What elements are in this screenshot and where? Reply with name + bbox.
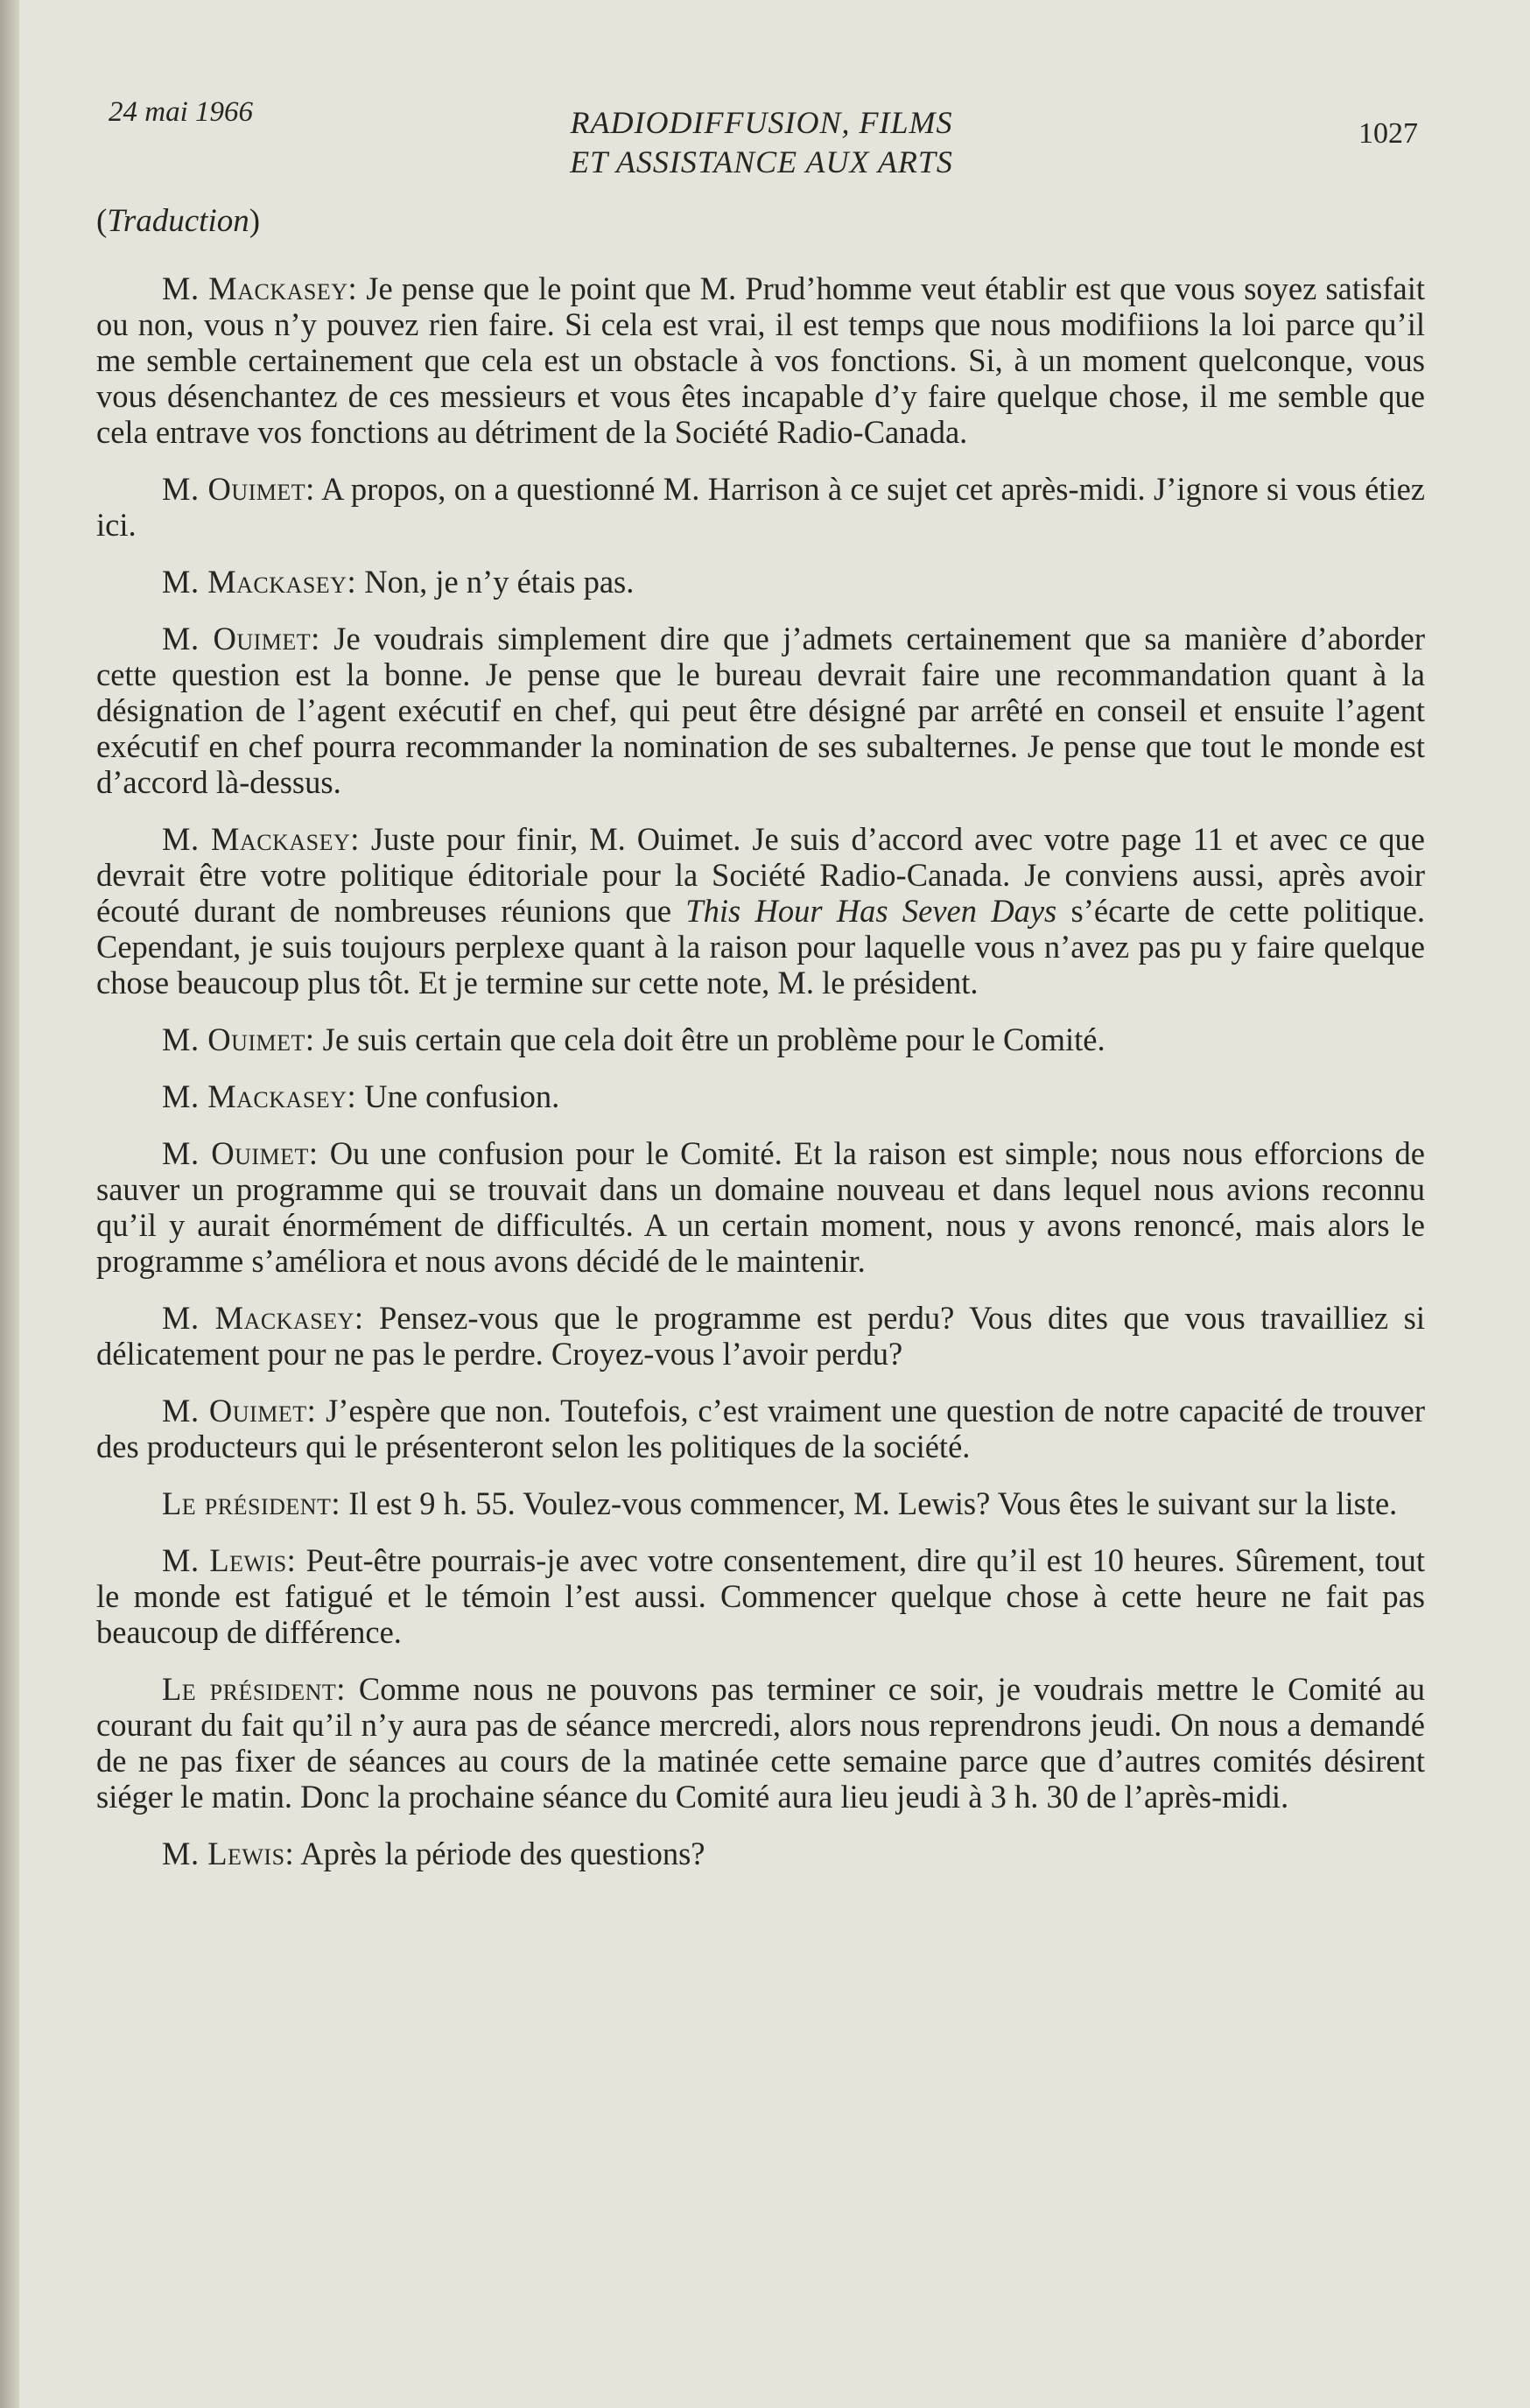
transcript-paragraph <box>96 1836 1425 1871</box>
speech-text: Je pense que le point que M. Prud’homme veut établir est que vous soyez satisfait ou non, vous n’y pouvez rien faire. Si cela est vrai, il est temps que nous modifiions la loi parce qu’il me semble certainement que cela est un obstacle à vos fonctions. Si, à un moment quelconque, vous vous désenchantez de ces messieurs et vous êtes incapable d’y faire quelque chose, il me semble que cela entrave vos fonctions au détriment de la Société Radio-Canada. <box>96 270 1426 450</box>
transcript-paragraph <box>96 471 1425 543</box>
speaker-name: M. Mackasey: <box>162 821 360 857</box>
speech-text: Il est 9 h. 55. Voulez-vous commencer, M. Lewis? Vous êtes le suivant sur la liste. <box>340 1485 1398 1521</box>
transcript-paragraph <box>96 1671 1425 1815</box>
transcript-paragraph <box>96 1485 1425 1521</box>
speech-text-continued: s’écarte de cette politique. Cependant, je suis toujours perplexe quant à la raison pour laquelle vous n’avez pas pu y faire quelque chose beaucoup plus tôt. Et je termine sur cette note, M. le président. <box>96 893 1425 1000</box>
speech-text: J’espère que non. Toutefois, c’est vraiment une question de notre capacité de trouver des producteurs qui le présenteront selon les politiques de la société. <box>96 1393 1426 1464</box>
speaker-name: Le président: <box>162 1485 341 1521</box>
section-label: (Traduction) <box>96 203 261 239</box>
speech-text: Une confusion. <box>356 1078 560 1114</box>
speaker-name: M. Mackasey: <box>162 1078 357 1114</box>
speech-text: Peut-être pourrais-je avec votre consentement, dire qu’il est 10 heures. Sûrement, tout le monde est fatigué et le témoin l’est aussi. Commencer quelque chose à cette heure ne fait pas beaucoup de différence. <box>96 1542 1425 1650</box>
speech-text: Après la période des questions? <box>294 1836 705 1871</box>
header-title-line-2: ET ASSISTANCE AUX ARTS <box>570 144 953 179</box>
transcript-paragraph <box>96 1021 1425 1057</box>
speaker-name: M. Lewis: <box>162 1836 295 1871</box>
speech-text: Juste pour finir, M. Ouimet. Je suis d’accord avec votre page 11 et avec ce que devrait être votre politique éditoriale pour la Société Radio-Canada. Je conviens aussi, après avoir écouté durant de nombreuses réunions que <box>96 821 1425 929</box>
binding-gutter <box>0 0 19 2408</box>
speaker-name: M. Ouimet: <box>162 1135 319 1171</box>
page-header <box>0 0 1530 210</box>
paragraph-list <box>96 270 1425 1871</box>
transcript-paragraph <box>96 1135 1425 1279</box>
transcript-paragraph <box>96 270 1425 450</box>
transcript-paragraph <box>96 1078 1425 1114</box>
transcript-paragraph <box>96 621 1425 800</box>
speaker-name: M. Mackasey: <box>162 1300 364 1336</box>
transcript-body <box>96 203 1425 1892</box>
speech-text: Ou une confusion pour le Comité. Et la raison est simple; nous nous efforcions de sauver un programme qui se trouvait dans un domaine nouveau et dans lequel nous avions reconnu qu’il y aurait énormément de difficultés. A un certain moment, nous y avons renoncé, mais alors le programme s’améliora et nous avons décidé de le maintenir. <box>96 1135 1425 1279</box>
speaker-name: M. Ouimet: <box>162 621 320 656</box>
speaker-name: M. Ouimet: <box>162 471 315 507</box>
speaker-name: M. Mackasey: <box>162 564 357 600</box>
header-date: 24 mai 1966 <box>109 96 253 128</box>
speaker-name: M. Ouimet: <box>162 1393 317 1429</box>
transcript-paragraph <box>96 1393 1425 1464</box>
page-number: 1027 <box>1358 117 1418 150</box>
speech-text: Non, je n’y étais pas. <box>356 564 635 600</box>
speech-text: A propos, on a questionné M. Harrison à ce sujet cet après-midi. J’ignore si vous étiez ici. <box>96 471 1425 543</box>
transcript-paragraph <box>96 1300 1425 1372</box>
speaker-name: Le président: <box>162 1671 346 1707</box>
speaker-name: M. Lewis: <box>162 1542 297 1578</box>
speech-text: Je voudrais simplement dire que j’admets certainement que sa manière d’aborder cette question est la bonne. Je pense que le bureau devrait faire une recommandation quant à la désignation de l’agent exécutif en chef, qui peut être désigné par arrêté en conseil et ensuite l’agent exécutif en chef pourra recommander la nomination de ses subalternes. Je pense que tout le monde est d’accord là-dessus. <box>96 621 1425 800</box>
speech-text: Pensez-vous que le programme est perdu? Vous dites que vous travailliez si délicatement pour ne pas le perdre. Croyez-vous l’avoir perdu? <box>96 1300 1425 1372</box>
transcript-paragraph <box>96 1542 1425 1650</box>
transcript-paragraph <box>96 821 1425 1000</box>
program-title: This Hour Has Seven Days <box>685 893 1057 929</box>
speech-text: Je suis certain que cela doit être un problème pour le Comité. <box>314 1021 1105 1057</box>
speaker-name: M. Ouimet: <box>162 1021 315 1057</box>
transcript-paragraph <box>96 564 1425 600</box>
speaker-name: M. Mackasey: <box>162 270 358 306</box>
header-title <box>490 103 1033 182</box>
section-label-text: Traduction <box>107 203 249 239</box>
speech-text: Comme nous ne pouvons pas terminer ce soir, je voudrais mettre le Comité au courant du fait qu’il n’y aura pas de séance mercredi, alors nous reprendrons jeudi. On nous a demandé de ne pas fixer de séances au cours de la matinée cette semaine parce que d’autres comités désirent siéger le matin. Donc la prochaine séance du Comité aura lieu jeudi à 3 h. 30 de l’après-midi. <box>96 1671 1425 1815</box>
header-title-line-1: RADIODIFFUSION, FILMS <box>570 105 953 140</box>
